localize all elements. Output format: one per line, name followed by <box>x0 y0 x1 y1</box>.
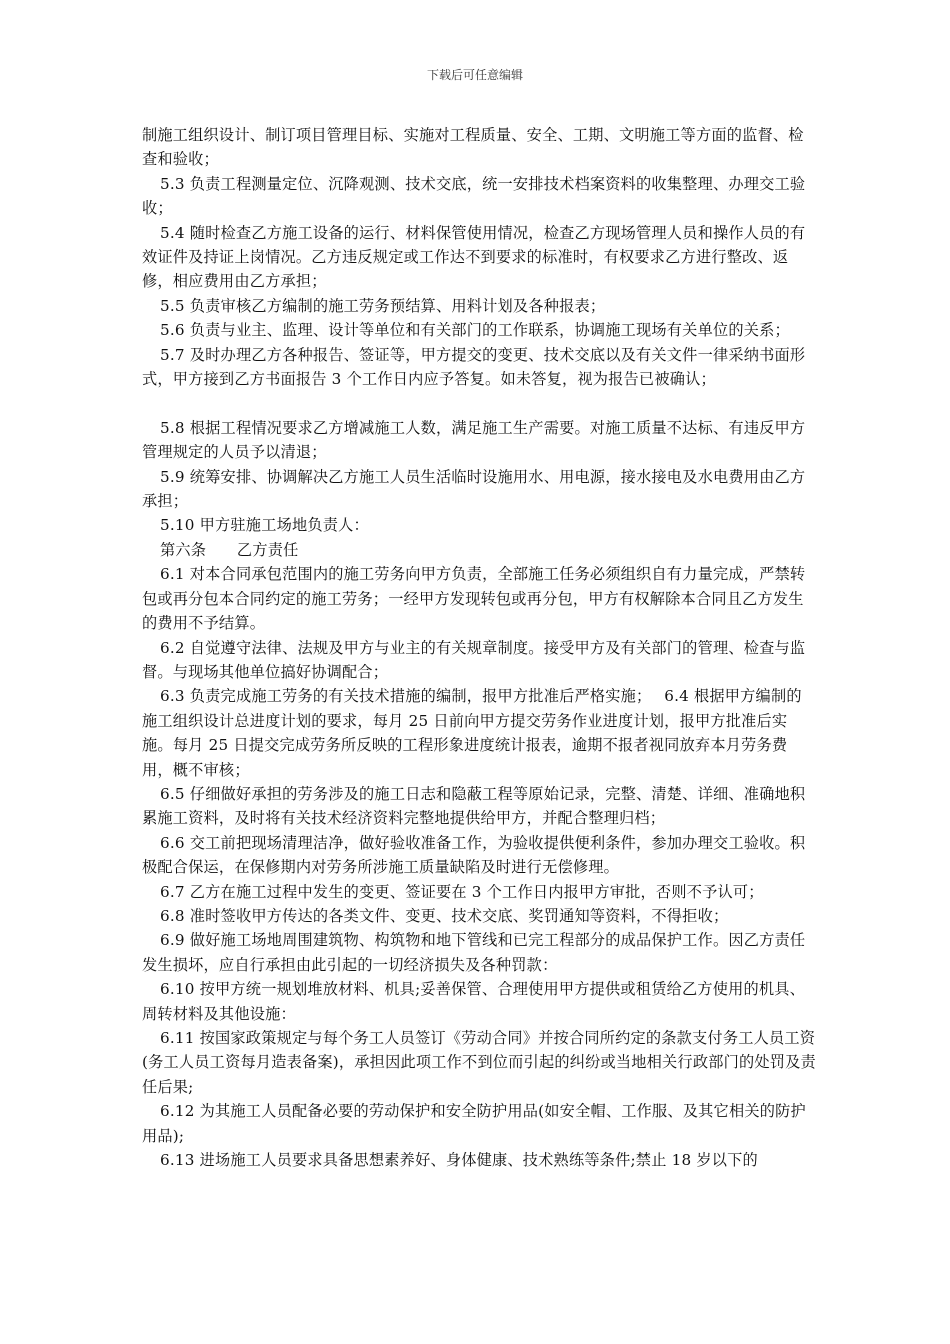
paragraph: 制施工组织设计、制订项目管理目标、实施对工程质量、安全、工期、文明施工等方面的监督、检查和验收； <box>142 126 804 169</box>
paragraph: 6.1 对本合同承包范围内的施工劳务向甲方负责，全部施工任务必须组织自有力量完成，严禁转包或再分包本合同约定的施工劳务；一经甲方发现转包或再分包，甲方有权解除本合同且乙方发生的费用不予结算。 <box>142 565 806 633</box>
paragraph: 6.3 负责完成施工劳务的有关技术措施的编制，报甲方批准后严格实施； 6.4 根据甲方编制的施工组织设计总进度计划的要求，每月 25 日前向甲方提交劳务作业进度计划，报甲方批准后实施。每月 25 日提交完成劳务所反映的工程形象进度统计报表，逾期不报者视同放弃本月劳务费用，概不审核； <box>142 687 802 779</box>
paragraph: 5.6 负责与业主、监理、设计等单位和有关部门的工作联系，协调施工现场有关单位的关系； <box>160 321 790 340</box>
paragraph: 6.12 为其施工人员配备必要的劳动保护和安全防护用品(如安全帽、工作服、及其它相关的防护用品); <box>142 1102 806 1145</box>
paragraph: 6.7 乙方在施工过程中发生的变更、签证要在 3 个工作日内报甲方审批，否则不予认可； <box>160 882 764 901</box>
header-note: 下载后可任意编辑 <box>426 68 523 82</box>
paragraph: 6.5 仔细做好承担的劳务涉及的施工日志和隐蔽工程等原始记录，完整、清楚、详细、准确地积累施工资料，及时将有关技术经济资料完整地提供给甲方，并配合整理归档； <box>142 784 806 828</box>
paragraph: 5.4 随时检查乙方施工设备的运行、材料保管使用情况，检查乙方现场管理人员和操作人员的有效证件及持证上岗情况。乙方违反规定或工作达不到要求的标准时，有权要求乙方进行整改、返修，相应费用由乙方承担； <box>142 223 806 291</box>
paragraph: 5.7 及时办理乙方各种报告、签证等，甲方提交的变更、技术交底以及有关文件一律采纳书面形式，甲方接到乙方书面报告 3 个工作日内应予答复。如未答复，视为报告已被确认； <box>142 345 806 389</box>
paragraph: 6.11 按国家政策规定与每个务工人员签订《劳动合同》并按合同所约定的条款支付务工人员工资(务工人员工资每月造表备案)，承担因此项工作不到位而引起的纠纷或当地相关行政部门的处罚及责任后果; <box>142 1029 816 1096</box>
section-heading: 第六条 乙方责任 <box>160 540 299 559</box>
paragraph: 5.10 甲方驻施工场地负责人： <box>160 516 369 535</box>
paragraph: 6.13 进场施工人员要求具备思想素养好、身体健康、技术熟练等条件;禁止 18 岁以下的 <box>160 1151 758 1170</box>
paragraph: 5.8 根据工程情况要求乙方增减施工人数，满足施工生产需要。对施工质量不达标、有违反甲方管理规定的人员予以清退； <box>142 418 806 462</box>
paragraph: 5.3 负责工程测量定位、沉降观测、技术交底，统一安排技术档案资料的收集整理、办理交工验收； <box>142 174 806 218</box>
blank-line <box>142 391 816 415</box>
document-body <box>142 123 816 1172</box>
paragraph: 6.2 自觉遵守法律、法规及甲方与业主的有关规章制度。接受甲方及有关部门的管理、检查与监督。与现场其他单位搞好协调配合； <box>142 638 806 681</box>
paragraph: 5.5 负责审核乙方编制的施工劳务预结算、用料计划及各种报表； <box>160 296 606 315</box>
paragraph: 6.9 做好施工场地周围建筑物、构筑物和地下管线和已完工程部分的成品保护工作。因乙方责任发生损坏，应自行承担由此引起的一切经济损失及各种罚款： <box>142 931 806 974</box>
paragraph: 6.10 按甲方统一规划堆放材料、机具;妥善保管、合理使用甲方提供或租赁给乙方使用的机具、周转材料及其他设施： <box>142 980 806 1023</box>
paragraph: 5.9 统筹安排、协调解决乙方施工人员生活临时设施用水、用电源，接水接电及水电费用由乙方承担； <box>142 467 806 511</box>
paragraph: 6.8 准时签收甲方传达的各类文件、变更、技术交底、奖罚通知等资料，不得拒收； <box>160 906 729 925</box>
paragraph: 6.6 交工前把现场清理洁净，做好验收准备工作，为验收提供便利条件，参加办理交工验收。积极配合保运，在保修期内对劳务所涉施工质量缺陷及时进行无偿修理。 <box>142 833 806 877</box>
